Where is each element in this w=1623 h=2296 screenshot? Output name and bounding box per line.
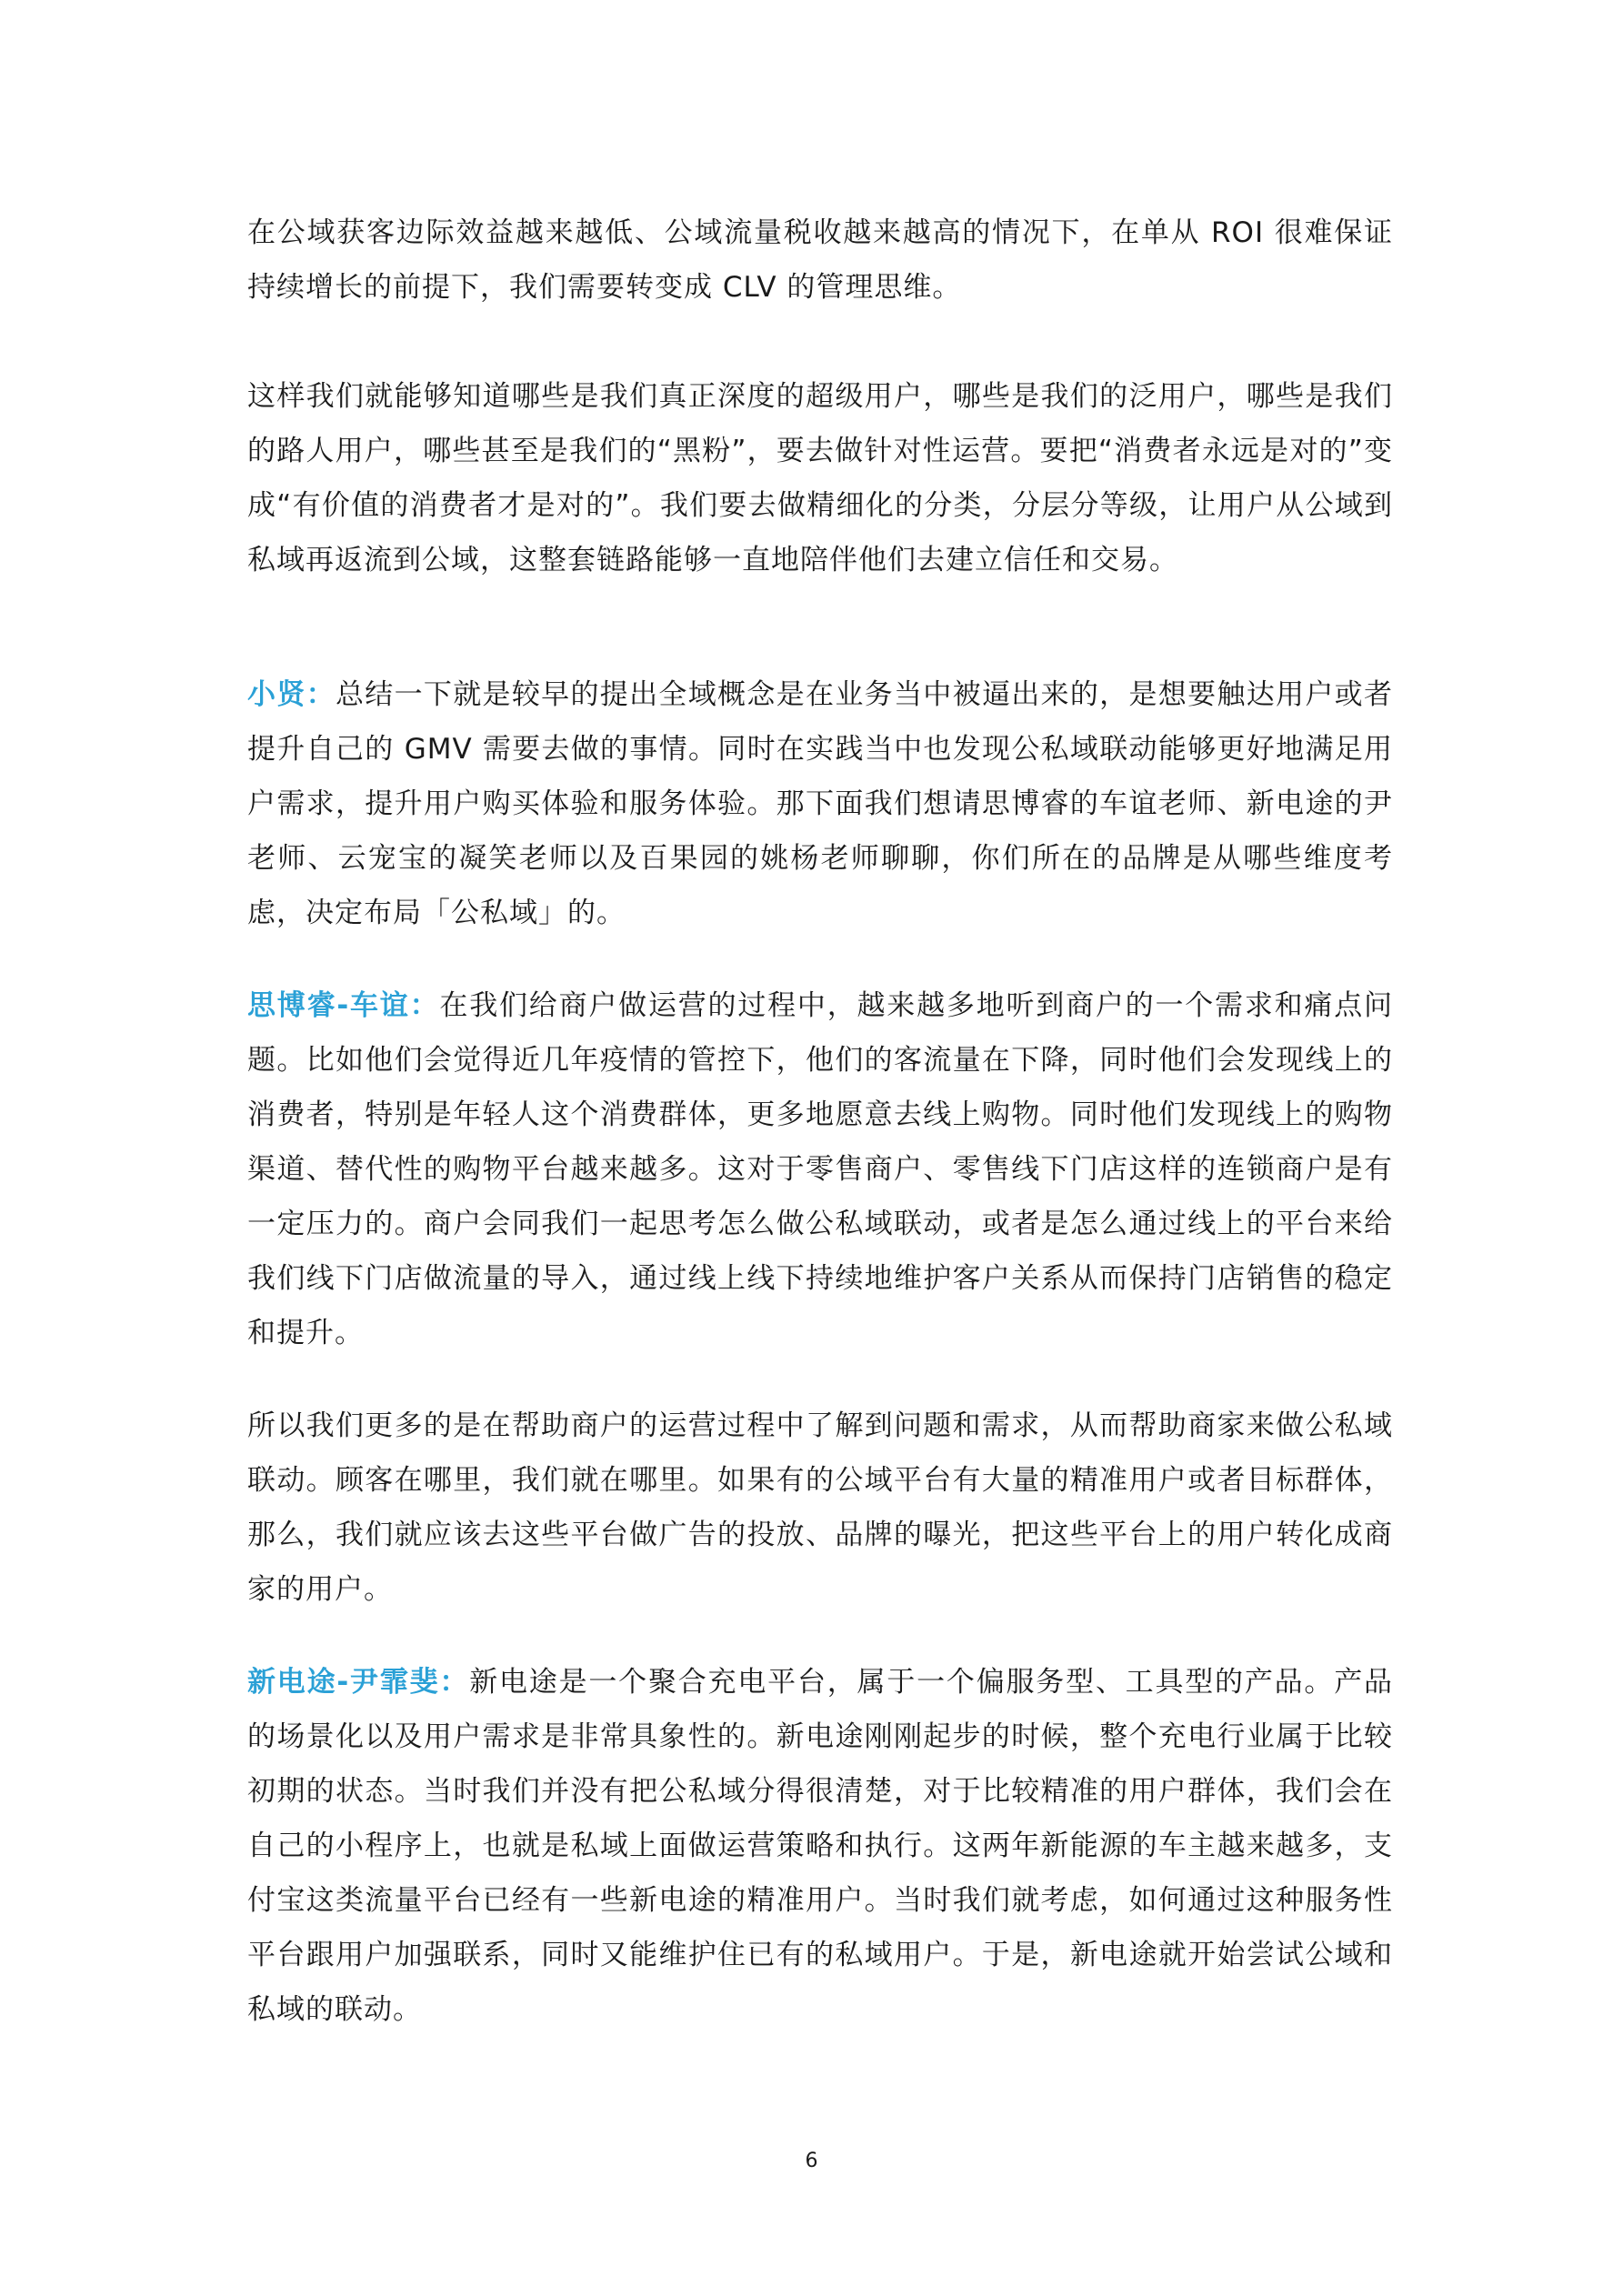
paragraph-3: [247, 667, 1393, 940]
paragraph-gap: [247, 587, 1393, 667]
paragraph-2: [247, 369, 1393, 587]
paragraph-gap: [247, 940, 1393, 978]
paragraph-gap: [247, 315, 1393, 369]
document-body: [247, 206, 1393, 2037]
paragraph-1-text: 在公域获客边际效益越来越低、公域流量税收越来越高的情况下，在单从 ROI 很难保证持续增长的前提下，我们需要转变成 CLV 的管理思维。: [247, 216, 1393, 304]
speaker-label: 思博睿-车谊：: [247, 989, 440, 1022]
paragraph-3-text: 总结一下就是较早的提出全域概念是在业务当中被逼出来的，是想要触达用户或者提升自己的 GMV 需要去做的事情。同时在实践当中也发现公私域联动能够更好地满足用户需求，提升用户购买体验和服务体验。那下面我们想请思博睿的车谊老师、新电途的尹老师、云宠宝的凝笑老师以及百果园的姚杨老师聊聊，你们所在的品牌是从哪些维度考虑，决定布局「公私域」的。: [247, 678, 1394, 929]
paragraph-5-text: 所以我们更多的是在帮助商户的运营过程中了解到问题和需求，从而帮助商家来做公私域联动。顾客在哪里，我们就在哪里。如果有的公域平台有大量的精准用户或者目标群体，那么，我们就应该去这些平台做广告的投放、品牌的曝光，把这些平台上的用户转化成商家的用户。: [247, 1409, 1393, 1606]
page-number: 6: [805, 2150, 818, 2172]
paragraph-gap: [247, 1360, 1393, 1399]
paragraph-gap: [247, 1617, 1393, 1655]
paragraph-4-text: 在我们给商户做运营的过程中，越来越多地听到商户的一个需求和痛点问题。比如他们会觉得近几年疫情的管控下，他们的客流量在下降，同时他们会发现线上的消费者，特别是年轻人这个消费群体，更多地愿意去线上购物。同时他们发现线上的购物渠道、替代性的购物平台越来越多。这对于零售商户、零售线下门店这样的连锁商户是有一定压力的。商户会同我们一起思考怎么做公私域联动，或者是怎么通过线上的平台来给我们线下门店做流量的导入，通过线上线下持续地维护客户关系从而保持门店销售的稳定和提升。: [247, 989, 1393, 1349]
paragraph-2-text: 这样我们就能够知道哪些是我们真正深度的超级用户，哪些是我们的泛用户，哪些是我们的路人用户，哪些甚至是我们的“黑粉”，要去做针对性运营。要把“消费者永远是对的”变成“有价值的消费者才是对的”。我们要去做精细化的分类，分层分等级，让用户从公域到私域再返流到公域，这整套链路能够一直地陪伴他们去建立信任和交易。: [247, 380, 1393, 577]
paragraph-6-text: 新电途是一个聚合充电平台，属于一个偏服务型、工具型的产品。产品的场景化以及用户需求是非常具象性的。新电途刚刚起步的时候，整个充电行业属于比较初期的状态。当时我们并没有把公私域分得很清楚，对于比较精准的用户群体，我们会在自己的小程序上，也就是私域上面做运营策略和执行。这两年新能源的车主越来越多，支付宝这类流量平台已经有一些新电途的精准用户。当时我们就考虑，如何通过这种服务性平台跟用户加强联系，同时又能维护住已有的私域用户。于是，新电途就开始尝试公域和私域的联动。: [247, 1666, 1393, 2026]
paragraph-1: [247, 206, 1393, 315]
paragraph-4: [247, 978, 1393, 1360]
speaker-label: 新电途-尹霏斐：: [247, 1666, 470, 1699]
paragraph-6: [247, 1655, 1393, 2037]
speaker-label: 小贤：: [247, 678, 336, 711]
paragraph-5: [247, 1399, 1393, 1617]
